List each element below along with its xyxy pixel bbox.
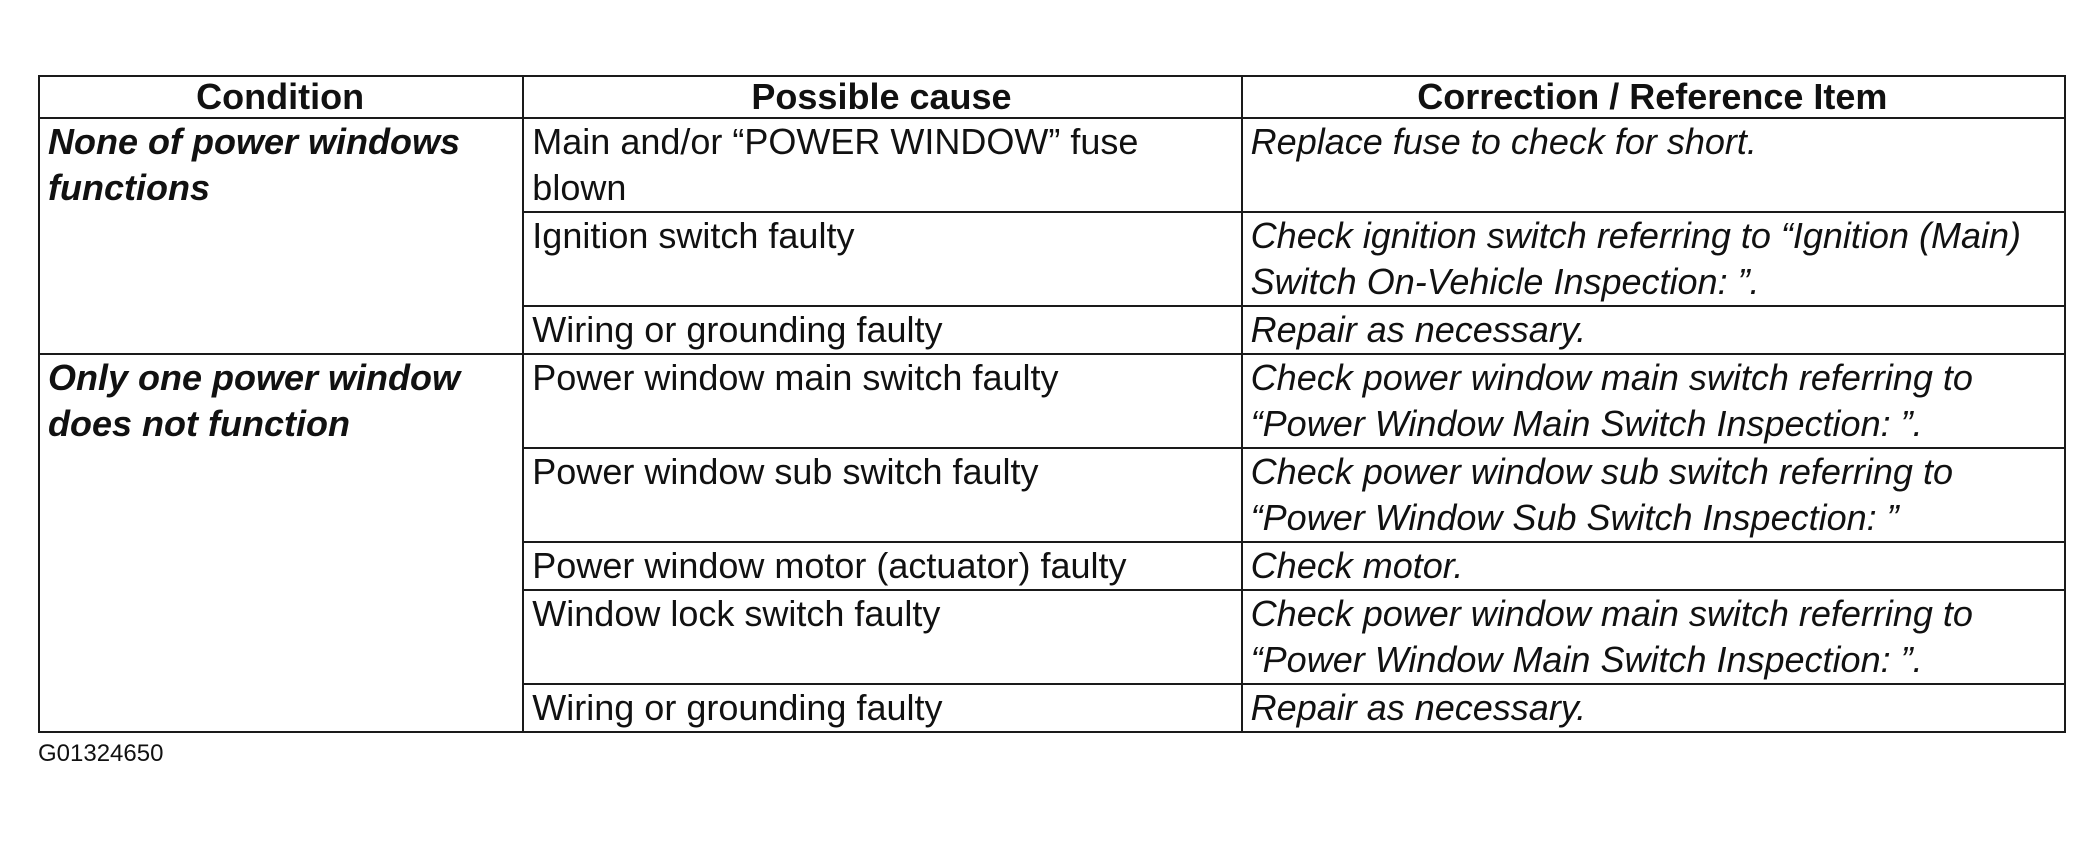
cause-cell: Power window main switch faulty bbox=[523, 354, 1241, 448]
header-possible-cause: Possible cause bbox=[523, 76, 1241, 118]
troubleshooting-table bbox=[38, 75, 2066, 733]
correction-cell: Replace fuse to check for short. bbox=[1242, 118, 2065, 212]
correction-cell: Check ignition switch referring to “Ignition (Main) Switch On-Vehicle Inspection: ”. bbox=[1242, 212, 2065, 306]
correction-cell: Check motor. bbox=[1242, 542, 2065, 590]
cause-cell: Window lock switch faulty bbox=[523, 590, 1241, 684]
cause-cell: Wiring or grounding faulty bbox=[523, 306, 1241, 354]
header-correction: Correction / Reference Item bbox=[1242, 76, 2065, 118]
cause-cell: Ignition switch faulty bbox=[523, 212, 1241, 306]
cause-cell: Power window sub switch faulty bbox=[523, 448, 1241, 542]
figure-id: G01324650 bbox=[38, 740, 164, 767]
correction-cell: Check power window sub switch referring to “Power Window Sub Switch Inspection: ” bbox=[1242, 448, 2065, 542]
cause-cell: Main and/or “POWER WINDOW” fuse blown bbox=[523, 118, 1241, 212]
condition-cell: Only one power window does not function bbox=[39, 354, 523, 732]
correction-cell: Check power window main switch referring to “Power Window Main Switch Inspection: ”. bbox=[1242, 354, 2065, 448]
table-header-row bbox=[39, 76, 2065, 118]
table-row bbox=[39, 118, 2065, 212]
table-row bbox=[39, 354, 2065, 448]
correction-cell: Check power window main switch referring to “Power Window Main Switch Inspection: ”. bbox=[1242, 590, 2065, 684]
header-condition: Condition bbox=[39, 76, 523, 118]
cause-cell: Wiring or grounding faulty bbox=[523, 684, 1241, 732]
correction-cell: Repair as necessary. bbox=[1242, 684, 2065, 732]
correction-cell: Repair as necessary. bbox=[1242, 306, 2065, 354]
cause-cell: Power window motor (actuator) faulty bbox=[523, 542, 1241, 590]
condition-cell: None of power windows functions bbox=[39, 118, 523, 354]
